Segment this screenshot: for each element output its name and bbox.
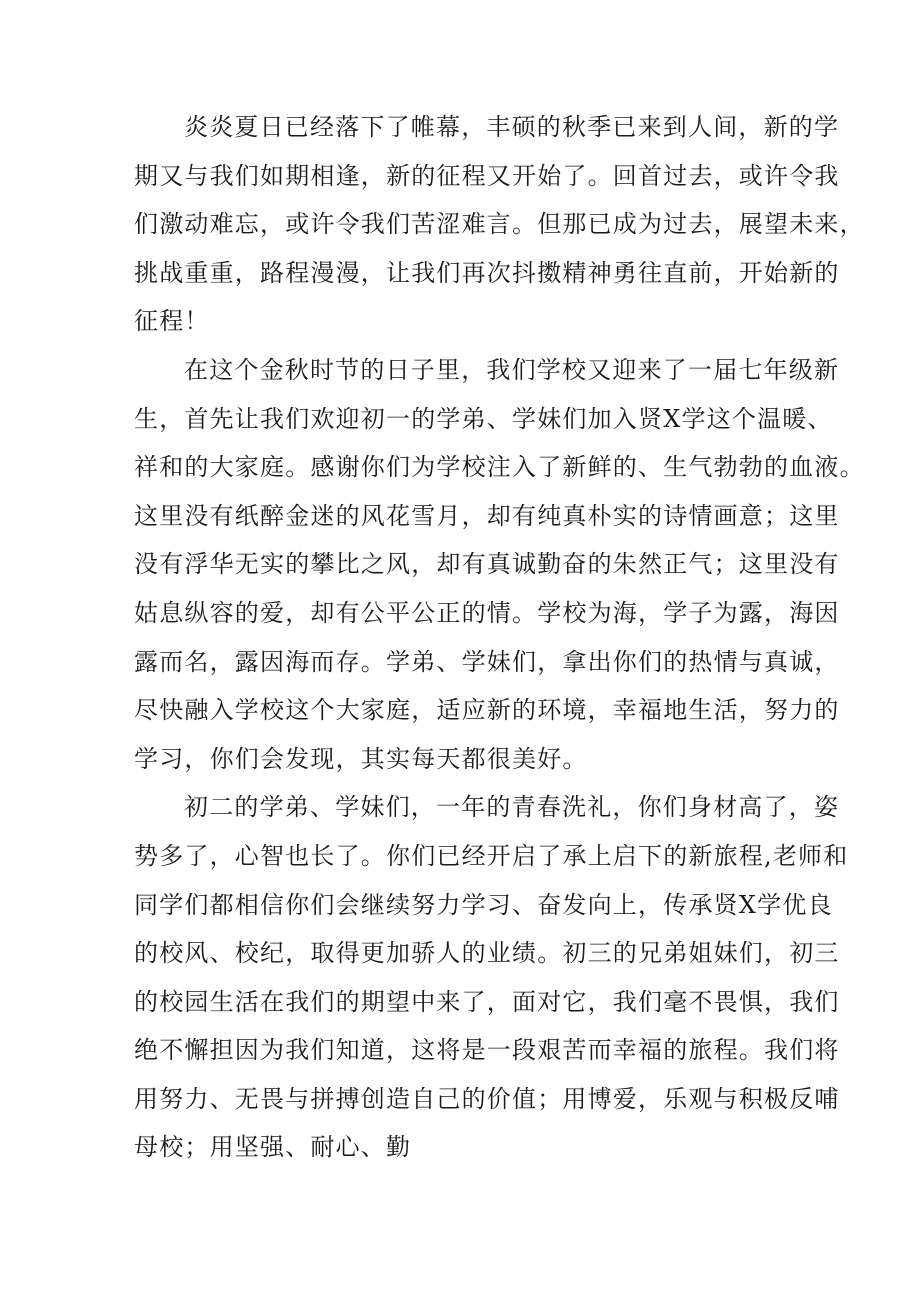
paragraph-1-line-3: 们激动难忘，或许令我们苦涩难言。但那已成为过去，展望未来， bbox=[134, 210, 865, 239]
paragraph-2-line-8: 尽快融入学校这个大家庭，适应新的环境，幸福地生活，努力的 bbox=[134, 696, 840, 725]
paragraph-2-line-1: 在这个金秋时节的日子里，我们学校又迎来了一届七年级新 bbox=[184, 355, 840, 384]
paragraph-3-line-3: 同学们都相信你们会继续努力学习、奋发向上，传承贤X学优良 bbox=[134, 890, 833, 919]
paragraph-2-line-5: 没有浮华无实的攀比之风，却有真诚勤奋的朱然正气；这里没有 bbox=[134, 550, 840, 579]
paragraph-2-line-9: 学习，你们会发现，其实每天都很美好。 bbox=[134, 744, 588, 773]
paragraph-1-line-2: 期又与我们如期相逢，新的征程又开始了。回首过去，或许令我 bbox=[134, 161, 840, 190]
paragraph-3-line-4: 的校风、校纪，取得更加骄人的业绩。初三的兄弟姐妹们，初三 bbox=[134, 939, 840, 968]
paragraph-2-line-6: 姑息纵容的爱，却有公平公正的情。学校为海，学子为露，海因 bbox=[134, 598, 840, 627]
paragraph-1-line-1: 炎炎夏日已经落下了帷幕，丰硕的秋季已来到人间，新的学 bbox=[184, 113, 840, 141]
paragraph-3-line-1: 初二的学弟、学妹们，一年的青春洗礼，你们身材高了，姿 bbox=[184, 793, 840, 822]
paragraph-3-line-6: 绝不懈担因为我们知道，这将是一段艰苦而幸福的旅程。我们将 bbox=[134, 1036, 840, 1065]
paragraph-2-line-3: 祥和的大家庭。感谢你们为学校注入了新鲜的、生气勃勃的血液。 bbox=[134, 453, 865, 482]
document-body bbox=[134, 103, 865, 1172]
paragraph-3-line-8: 母校；用坚强、耐心、勤 bbox=[134, 1133, 412, 1162]
paragraph-2-line-4: 这里没有纸醉金迷的风花雪月，却有纯真朴实的诗情画意；这里 bbox=[134, 501, 840, 530]
paragraph-3-line-2: 势多了，心智也长了。你们已经开启了承上启下的新旅程,老师和 bbox=[134, 841, 849, 870]
paragraph-2-line-2: 生，首先让我们欢迎初一的学弟、学妹们加入贤X学这个温暖、 bbox=[134, 404, 833, 433]
paragraph-3-line-7: 用努力、无畏与拼搏创造自己的价值；用博爱，乐观与积极反哺 bbox=[134, 1084, 840, 1113]
paragraph-1-line-4: 挑战重重，路程漫漫，让我们再次抖擞精神勇往直前，开始新的 bbox=[134, 258, 840, 287]
paragraph-3-line-5: 的校园生活在我们的期望中来了，面对它，我们毫不畏惧，我们 bbox=[134, 987, 840, 1016]
paragraph-1-line-5: 征程！ bbox=[134, 307, 210, 336]
paragraph-2-line-7: 露而名，露因海而存。学弟、学妹们，拿出你们的热情与真诚， bbox=[134, 647, 840, 676]
